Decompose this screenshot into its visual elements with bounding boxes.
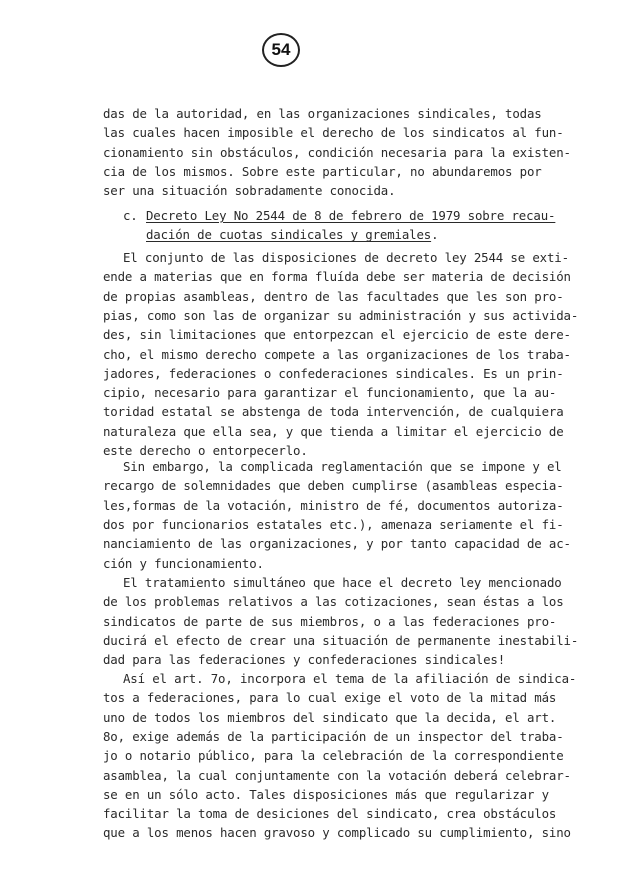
section-title: Decreto Ley No 2544 de 8 de febrero de 1979 sobre recau- — [146, 208, 556, 223]
paragraph-line: de los problemas relativos a las cotizaciones, sean éstas a los — [103, 594, 564, 610]
paragraph-line: les,formas de la votación, ministro de fé, documentos autoriza- — [103, 497, 564, 513]
section-title-period: . — [431, 227, 439, 243]
paragraph-line: 8o, exige además de la participación de un inspector del traba- — [103, 728, 564, 744]
paragraph-line: Sin embargo, la complicada reglamentación que se impone y el — [123, 459, 562, 474]
paragraph-line: ser una situación sobradamente conocida. — [103, 183, 396, 199]
paragraph-line: ende a materias que en forma fluída debe ser materia de decisión — [103, 269, 571, 285]
paragraph-line: toridad estatal se abstenga de toda intervención, de cualquiera — [103, 404, 564, 420]
paragraph-line: sindicatos de parte de sus miembros, o a las federaciones pro- — [103, 613, 557, 629]
paragraph-line: tos a federaciones, para lo cual exige el voto de la mitad más — [103, 690, 557, 706]
section-title — [146, 227, 438, 243]
paragraph-line: dos por funcionarios estatales etc.), amenaza seriamente el fi- — [103, 516, 564, 532]
paragraph-line: jo o notario público, para la celebración de la correspondiente — [103, 748, 564, 764]
paragraph-line: El tratamiento simultáneo que hace el decreto ley mencionado — [123, 575, 562, 590]
paragraph-line: des, sin limitaciones que entorpezcan el ejercicio de este dere- — [103, 327, 571, 343]
paragraph-line: recargo de solemnidades que deben cumplirse (asambleas especia- — [103, 478, 564, 494]
paragraph-line: uno de todos los miembros del sindicato que la decida, el art. — [103, 709, 557, 725]
paragraph-line: das de la autoridad, en las organizaciones sindicales, todas — [103, 106, 542, 121]
paragraph-line: se en un sólo acto. Tales disposiciones más que regularizar y — [103, 786, 549, 802]
paragraph-line: nanciamiento de las organizaciones, y por tanto capacidad de ac- — [103, 536, 571, 552]
paragraph-line: Así el art. 7o, incorpora el tema de la afiliación de sindica- — [123, 671, 577, 686]
paragraph-line: cia de los mismos. Sobre este particular, no abundaremos por — [103, 163, 542, 179]
paragraph-line: asamblea, la cual conjuntamente con la votación deberá celebrar- — [103, 767, 571, 783]
paragraph-line: este derecho o entorpecerlo. — [103, 443, 308, 458]
paragraph-line: dad para las federaciones y confederaciones sindicales! — [103, 652, 506, 668]
paragraph-line: que a los menos hacen gravoso y complicado su cumplimiento, sino — [103, 825, 571, 841]
section-marker: c. — [123, 208, 138, 223]
paragraph-line: cho, el mismo derecho compete a las organizaciones de los traba- — [103, 346, 571, 362]
paragraph-line: El conjunto de las disposiciones de decreto ley 2544 se exti- — [123, 250, 569, 265]
paragraph-line: facilitar la toma de desiciones del sindicato, crea obstáculos — [103, 806, 557, 822]
paragraph-line: cipio, necesario para garantizar el funcionamiento, que la au- — [103, 385, 557, 401]
paragraph-line: ducirá el efecto de crear una situación de permanente inestabili- — [103, 632, 579, 648]
paragraph-line: ción y funcionamiento. — [103, 555, 264, 571]
section-title-text: dación de cuotas sindicales y gremiales — [146, 227, 432, 243]
page-number: 54 — [262, 33, 300, 67]
paragraph-line: pias, como son las de organizar su administración y sus activida- — [103, 307, 579, 323]
paragraph-line: las cuales hacen imposible el derecho de los sindicatos al fun- — [103, 125, 564, 141]
paragraph-line: de propias asambleas, dentro de las facultades que les son pro- — [103, 288, 564, 304]
paragraph-line: cionamiento sin obstáculos, condición necesaria para la existen- — [103, 144, 571, 160]
paragraph-line: naturaleza que ella sea, y que tienda a limitar el ejercicio de — [103, 423, 564, 439]
paragraph-line: jadores, federaciones o confederaciones sindicales. Es un prin- — [103, 365, 564, 381]
